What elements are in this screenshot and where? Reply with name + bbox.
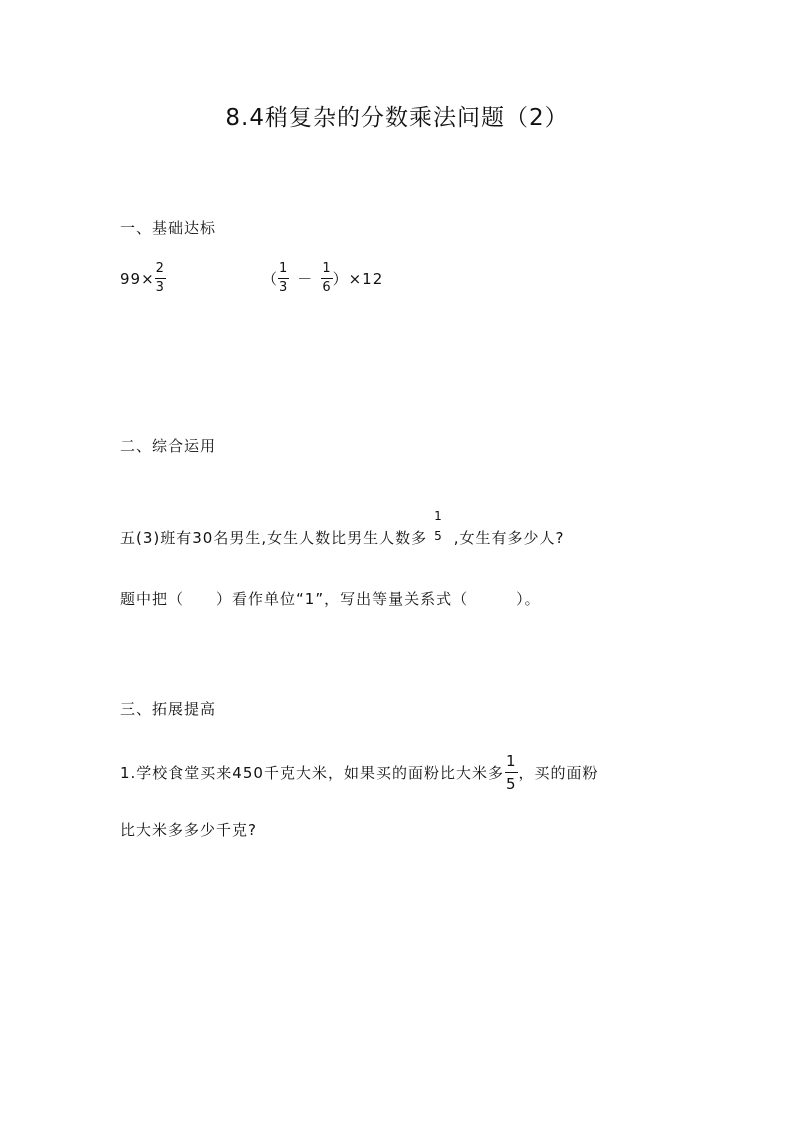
minus-sign: － xyxy=(297,269,314,288)
problem-2-line-1 xyxy=(120,509,565,556)
problem-3-line-1 xyxy=(120,752,599,793)
close-paren-times: ）×12 xyxy=(332,269,384,288)
problem-3-line-2: 比大米多多少千克? xyxy=(120,821,257,839)
fraction-1-5 xyxy=(505,752,518,793)
section-heading-extension: 三、拓展提高 xyxy=(120,700,217,718)
fraction-numerator: 1 xyxy=(434,509,443,523)
fraction-denominator: 3 xyxy=(155,280,165,295)
expression-1-prefix: 99× xyxy=(120,269,155,288)
fraction-denominator: 5 xyxy=(505,775,517,793)
open-paren: （ xyxy=(262,269,279,288)
expression-2 xyxy=(262,262,383,295)
fraction-denominator: 3 xyxy=(279,280,289,295)
fraction-1-5 xyxy=(433,508,444,544)
section-heading-basic: 一、基础达标 xyxy=(120,219,217,237)
page-title: 8.4稍复杂的分数乘法问题（2） xyxy=(225,105,569,131)
expression-1 xyxy=(120,262,166,295)
fraction-numerator: 1 xyxy=(505,752,517,770)
problem-2-line-2: 题中把（ ）看作单位“1”，写出等量关系式（ ）。 xyxy=(120,590,541,608)
problem-2-text-before: 五(3)班有30名男生,女生人数比男生人数多 xyxy=(120,529,428,547)
fraction-1-6 xyxy=(321,262,332,295)
problem-3-text-before: 1.学校食堂买来450千克大米，如果买的面粉比大米多 xyxy=(120,763,504,782)
problem-2-text-after: ,女生有多少人? xyxy=(453,529,565,547)
problem-3-text-after: ，买的面粉 xyxy=(518,763,599,782)
fraction-1-3 xyxy=(278,262,289,295)
fraction-numerator: 1 xyxy=(322,261,332,276)
fraction-2-3 xyxy=(155,262,166,295)
fraction-denominator: 6 xyxy=(322,280,332,295)
fraction-denominator: 5 xyxy=(434,529,443,543)
fraction-numerator: 1 xyxy=(279,261,289,276)
fraction-numerator: 2 xyxy=(155,261,165,276)
section-heading-applied: 二、综合运用 xyxy=(120,437,217,455)
